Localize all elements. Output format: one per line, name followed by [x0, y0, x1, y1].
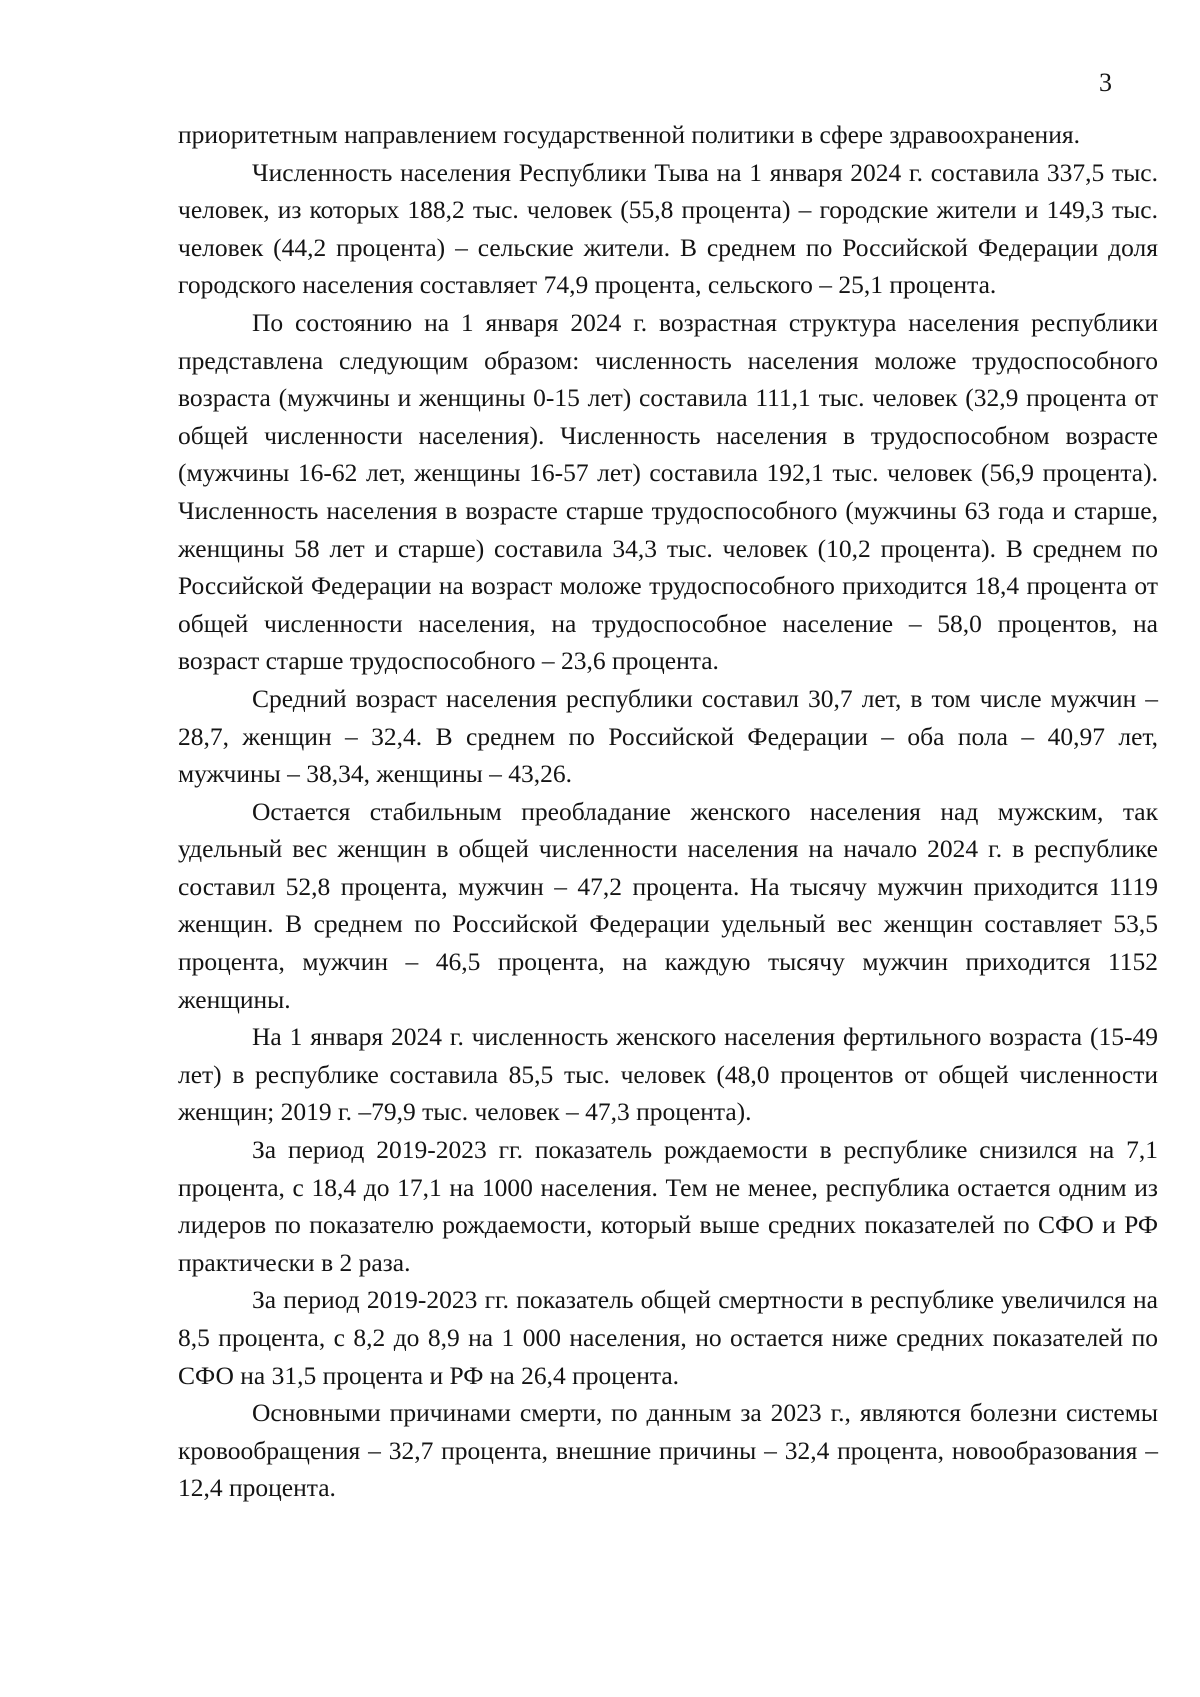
document-body	[178, 116, 1158, 1507]
paragraph-population-total: Численность населения Республики Тыва на 1 января 2024 г. составила 337,5 тыс. человек, из которых 188,2 тыс. человек (55,8 процента) – городские жители и 149,3 тыс. человек (44,2 процента) – сельские жители. В среднем по Российской Федерации доля городского населения составляет 74,9 процента, сельского – 25,1 процента.	[178, 157, 1158, 300]
paragraph-birth-rate: За период 2019-2023 гг. показатель рождаемости в республике снизился на 7,1 процента, с 18,4 до 17,1 на 1000 населения. Тем не менее, республика остается одним из лидеров по показателю рождаемости, который выше средних показателей по СФО и РФ практически в 2 раза.	[178, 1135, 1158, 1277]
paragraph-average-age: Средний возраст населения республики составил 30,7 лет, в том числе мужчин – 28,7, женщин – 32,4. В среднем по Российской Федерации – оба пола – 40,97 лет, мужчины – 38,34, женщины – 43,26.	[178, 683, 1158, 789]
paragraph-fertile-women: На 1 января 2024 г. численность женского населения фертильного возраста (15-49 лет) в республике составила 85,5 тыс. человек (48,0 процентов от общей численности женщин; 2019 г. –79,9 тыс. человек – 47,3 процента).	[178, 1022, 1158, 1127]
paragraph-causes-of-death: Основными причинами смерти, по данным за 2023 г., являются болезни системы кровообращения – 32,7 процента, внешние причины – 32,4 процента, новообразования – 12,4 процента.	[178, 1398, 1158, 1503]
paragraph-gender-ratio: Остается стабильным преобладание женского населения над мужским, так удельный вес женщин в общей численности населения на начало 2024 г. в республике составил 52,8 процента, мужчин – 47,2 процента. На тысячу мужчин приходится 1119 женщин. В среднем по Российской Федерации удельный вес женщин составляет 53,5 процента, мужчин – 46,5 процента, на каждую тысячу мужчин приходится 1152 женщины.	[178, 796, 1158, 1014]
paragraph-age-structure: По состоянию на 1 января 2024 г. возрастная структура населения республики представлена следующим образом: численность населения моложе трудоспособного возраста (мужчины и женщины 0-15 лет) составила 111,1 тыс. человек (32,9 процента от общей численности населения). Численность населения в трудоспособном возрасте (мужчины 16-62 лет, женщины 16-57 лет) составила 192,1 тыс. человек (56,9 процента). Численность населения в возрасте старше трудоспособного (мужчины 63 года и старше, женщины 58 лет и старше) составила 34,3 тыс. человек (10,2 процента). В среднем по Российской Федерации на возраст моложе трудоспособного приходится 18,4 процента от общей численности населения, на трудоспособное население – 58,0 процентов, на возраст старше трудоспособного – 23,6 процента.	[178, 307, 1158, 676]
paragraph-continuation: приоритетным направлением государственной политики в сфере здравоохранения.	[178, 120, 1080, 149]
page-number: 3	[1099, 68, 1112, 97]
paragraph-mortality-rate: За период 2019-2023 гг. показатель общей смертности в республике увеличился на 8,5 процента, с 8,2 до 8,9 на 1 000 населения, но остается ниже средних показателей по СФО на 31,5 процента и РФ на 26,4 процента.	[178, 1285, 1158, 1390]
